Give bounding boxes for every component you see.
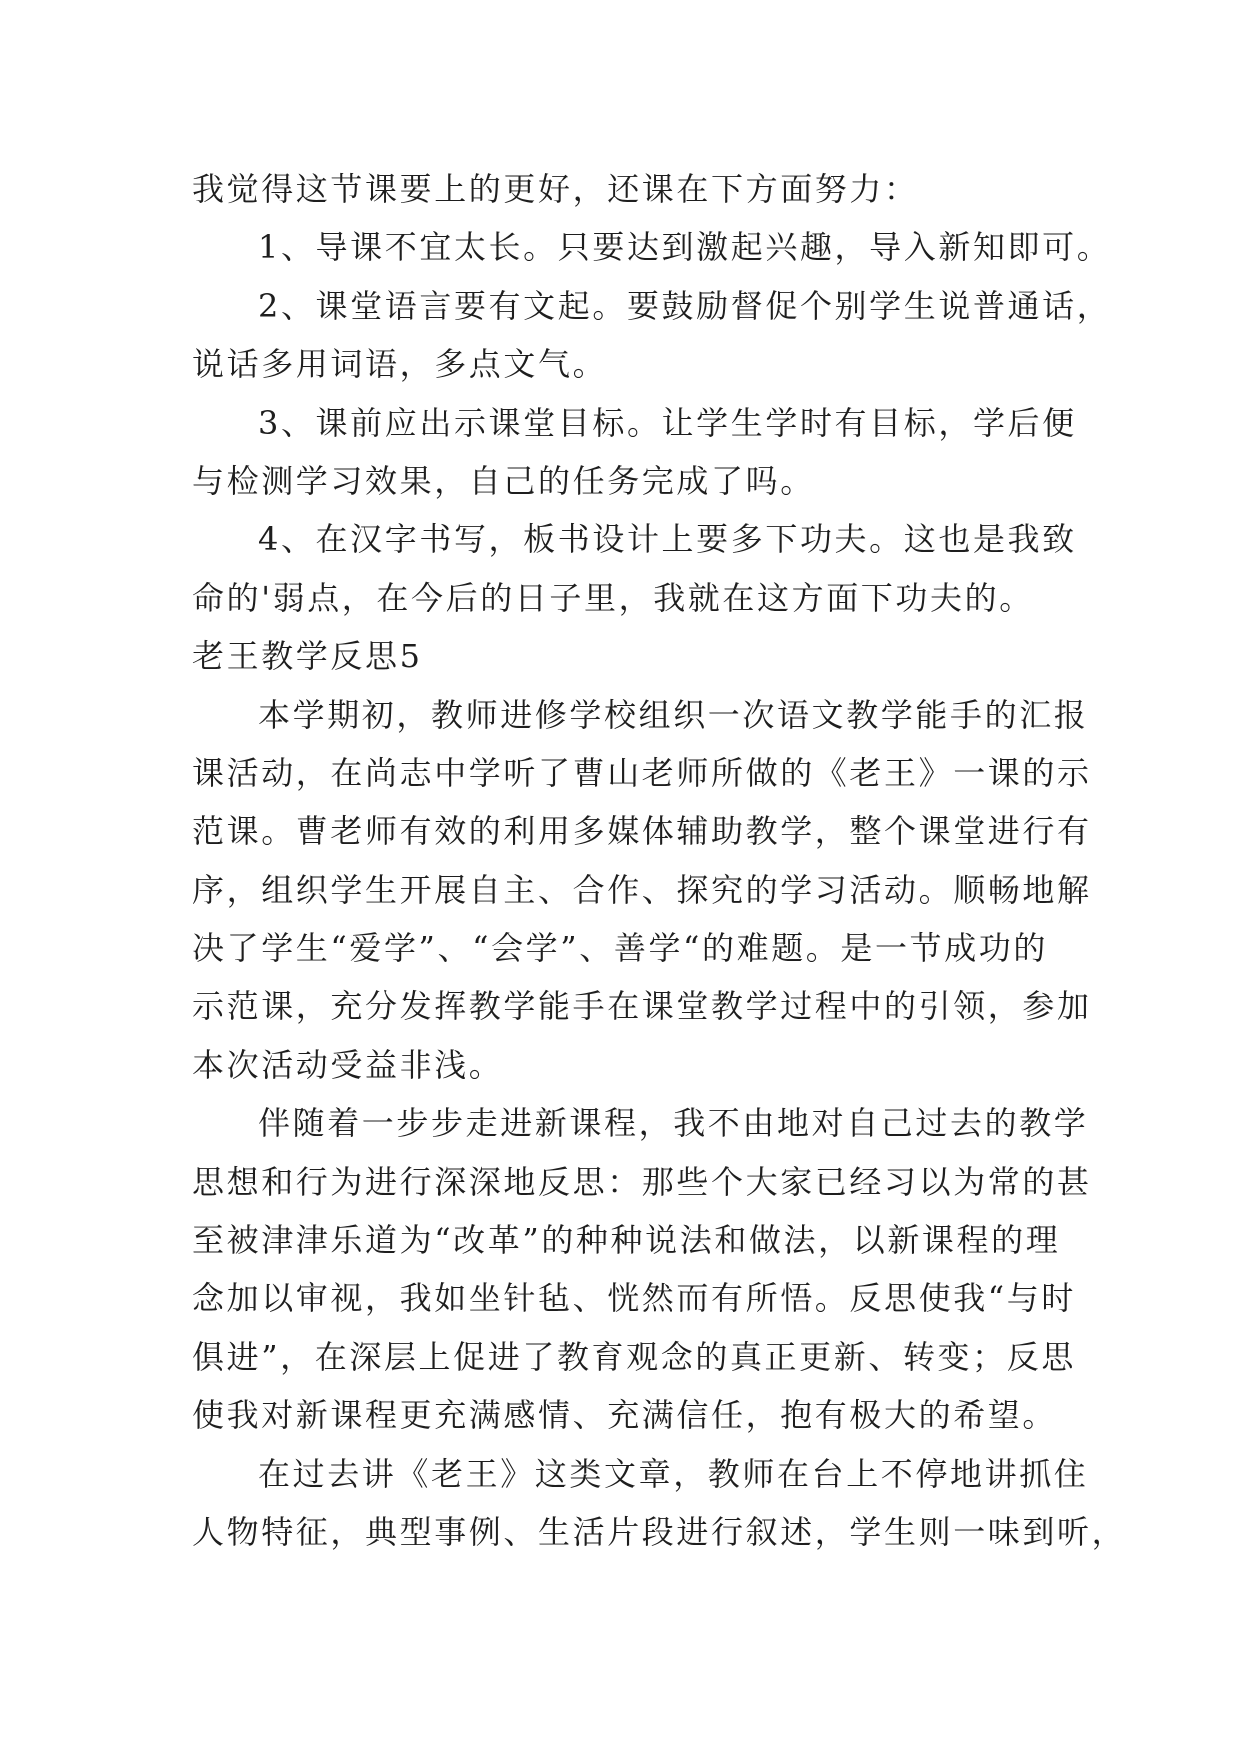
text-line: 课活动，在尚志中学听了曹山老师所做的《老王》一课的示 xyxy=(192,753,1092,792)
text-line: 我觉得这节课要上的更好，还课在下方面努力： xyxy=(192,170,919,208)
text-line: 本学期初，教师进修学校组织一次语文教学能手的汇报 xyxy=(258,695,1089,734)
text-line: 说话多用词语，多点文气。 xyxy=(192,345,608,384)
text-line: 在过去讲《老王》这类文章，教师在台上不停地讲抓住 xyxy=(258,1454,1089,1493)
text-line: 范课。曹老师有效的利用多媒体辅助教学，整个课堂进行有 xyxy=(192,812,1092,851)
text-line: 决了学生“爱学”、“会学”、善学“的难题。是一节成功的 xyxy=(192,929,1048,968)
text-line: 人物特征，典型事例、生活片段进行叙述，学生则一味到听， xyxy=(192,1512,1127,1551)
text-line: 思想和行为进行深深地反思：那些个大家已经习以为常的甚 xyxy=(192,1162,1092,1201)
text-line: 俱进”，在深层上促进了教育观念的真正更新、转变；反思 xyxy=(192,1337,1076,1376)
text-line: 念加以审视，我如坐针毡、恍然而有所悟。反思使我“与时 xyxy=(192,1279,1076,1318)
text-line: 1、导课不宜太长。只要达到激起兴趣，导入新知即可。 xyxy=(258,228,1112,267)
text-line: 伴随着一步步走进新课程，我不由地对自己过去的教学 xyxy=(258,1104,1089,1143)
section-heading: 老王教学反思5 xyxy=(192,637,423,676)
text-line: 2、课堂语言要有文起。要鼓励督促个别学生说普通话， xyxy=(258,286,1112,325)
text-line: 示范课，充分发挥教学能手在课堂教学过程中的引领，参加 xyxy=(192,987,1092,1026)
text-line: 本次活动受益非浅。 xyxy=(192,1045,504,1084)
document-body xyxy=(192,160,1127,1561)
text-line: 序，组织学生开展自主、合作、探究的学习活动。顺畅地解 xyxy=(192,870,1092,909)
text-line: 使我对新课程更充满感情、充满信任，抱有极大的希望。 xyxy=(192,1396,1058,1435)
text-line: 4、在汉字书写，板书设计上要多下功夫。这也是我致 xyxy=(258,520,1077,559)
text-line: 3、课前应出示课堂目标。让学生学时有目标，学后便 xyxy=(258,403,1077,442)
text-line: 命的'弱点，在今后的日子里，我就在这方面下功夫的。 xyxy=(192,578,1034,617)
text-line: 与检测学习效果，自己的任务完成了吗。 xyxy=(192,461,815,500)
text-line: 至被津津乐道为“改革”的种种说法和做法，以新课程的理 xyxy=(192,1221,1061,1260)
